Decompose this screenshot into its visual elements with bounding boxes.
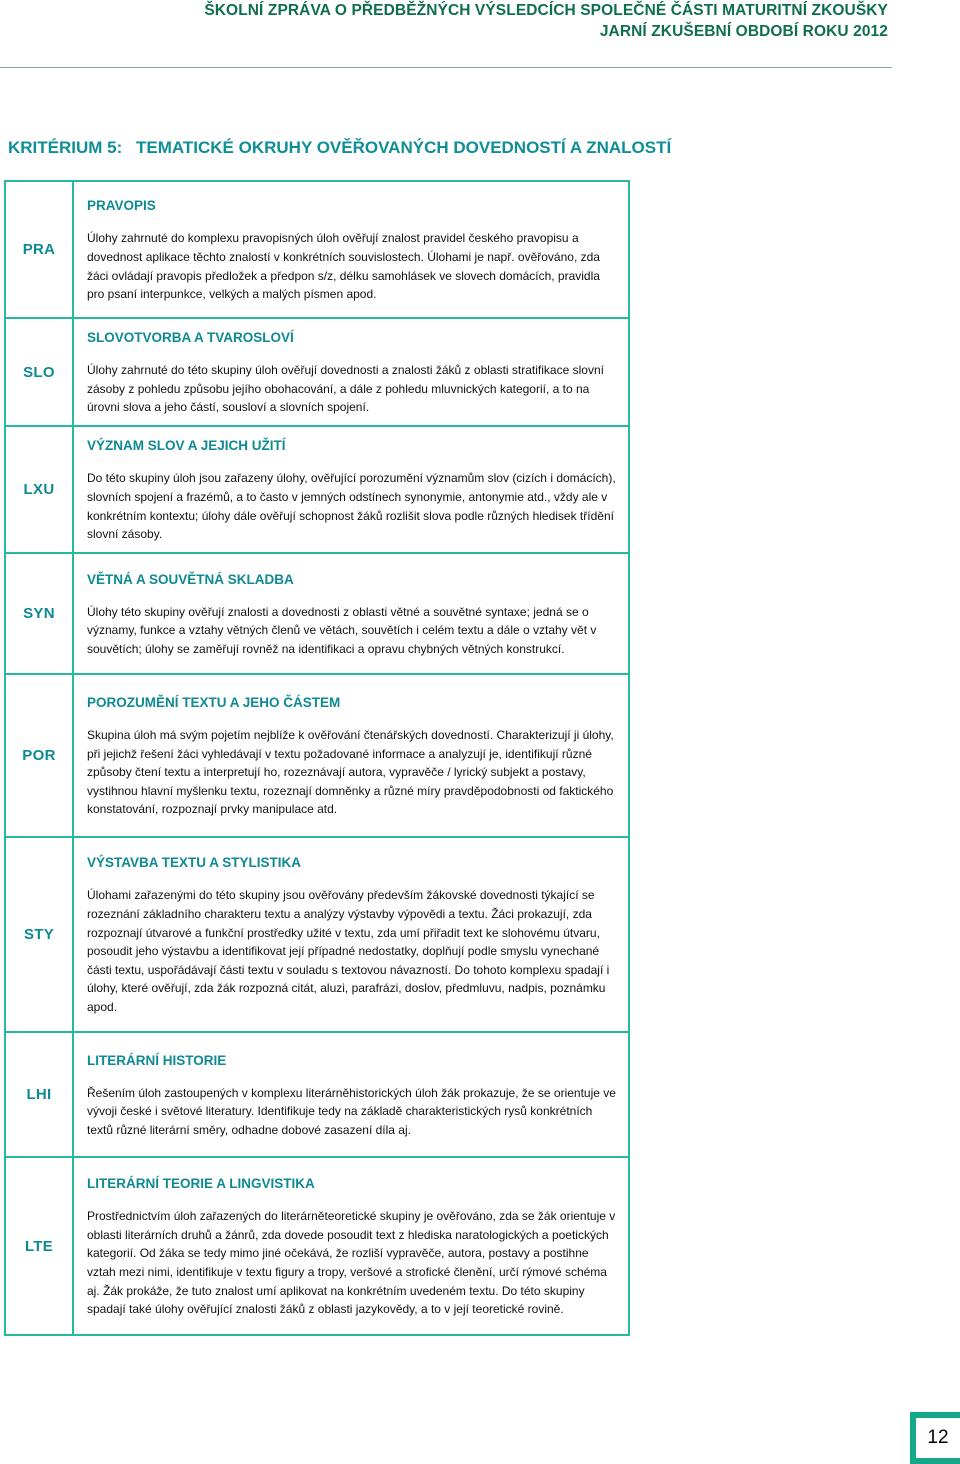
section-body: Skupina úloh má svým pojetím nejblíže k ověřování čtenářských dovedností. Charakterizují ji úlohy, při jejichž řešení žáci vyhledávají v textu požadované informace a analyzují je, identifikují různé způsoby čtení textu a interpretují ho, rozeznávají autora, vypravěče / lyrický subjekt a postavy, vystihnou hlavní myšlenku textu, rozeznají domněnky a různé míry pravděpodobnosti od faktického konstatování, rozpoznají prvky manipulace atd.	[87, 728, 614, 817]
table-row	[5, 674, 629, 837]
section-title: LITERÁRNÍ HISTORIE	[87, 1052, 227, 1068]
section-title: VÝZNAM SLOV A JEJICH UŽITÍ	[87, 438, 286, 454]
table-row	[5, 553, 629, 674]
table-row	[5, 837, 629, 1032]
section-body: Úlohy této skupiny ověřují znalosti a dovednosti z oblasti větné a souvětné syntaxe; jedná se o významy, funkce a vztahy větných členů ve větách, souvětích i celém textu a dále o vztahy vět v souvětích; úlohy se zaměřují rovněž na identifikaci a opravu chybných větných konstrukcí.	[87, 604, 597, 656]
section-code: STY	[5, 837, 73, 1032]
section-body: Úlohy zahrnuté do této skupiny úloh ověřují dovednosti a znalosti žáků z oblasti stratifikace slovní zásoby z pohledu způsobu jejího obohacování, a dále z pohledu mluvnických kategorií, a to na úrovni slova a jeho částí, sousloví a slovních spojení.	[87, 363, 604, 415]
section-body: Úlohami zařazenými do této skupiny jsou ověřovány především žákovské dovednosti týkající se rozeznání základního charakteru textu a analýzy výstavby výpovědi a textu. Žáci prokazují, zda rozpoznají útvarové a funkční prostředky užité v textu, zda umí přiřadit text ke slohovému útvaru, posoudit jeho výstavbu a identifikovat její případné nedostatky, doplňují podle smyslu vynechané části textu, uspořádávají části textu v souladu s textovou návazností. Do tohoto komplexu spadají i úlohy, které ověřují, zda žák rozpozná citát, aluzi, parafrázi, doslov, předmluvu, nadpis, poznámku apod.	[87, 888, 610, 1014]
section-code: PRA	[5, 181, 73, 318]
section-code: SYN	[5, 553, 73, 674]
criterion-title: TEMATICKÉ OKRUHY OVĚŘOVANÝCH DOVEDNOSTÍ A ZNALOSTÍ	[136, 138, 672, 157]
section-code: LTE	[5, 1157, 73, 1335]
section-title: POROZUMĚNÍ TEXTU A JEHO ČÁSTEM	[87, 695, 341, 711]
table-row	[5, 318, 629, 426]
table-row	[5, 181, 629, 318]
section-body: Úlohy zahrnuté do komplexu pravopisných úloh ověřují znalost pravidel českého pravopisu a dovednost aplikace těchto znalostí v konkrétních souvislostech. Úlohami je např. ověřováno, zda žáci ovládají pravopis předložek a předpon s/z, délku samohlásek ve slovech domácích, pravidla pro psaní interpunkce, velkých a malých písmen apod.	[87, 231, 600, 302]
section-content	[73, 1157, 629, 1335]
section-code: LHI	[5, 1032, 73, 1157]
section-content	[73, 1032, 629, 1157]
section-code: SLO	[5, 318, 73, 426]
section-content	[73, 426, 629, 553]
section-title: VĚTNÁ A SOUVĚTNÁ SKLADBA	[87, 571, 294, 587]
section-body: Řešením úloh zastoupených v komplexu literárněhistorických úloh žák prokazuje, že se orientuje ve vývoji české i světové literatury. Identifikuje tedy na základě charakteristických rysů konkrétních textů různé literární směry, odhadne dobové zasazení díla aj.	[87, 1085, 616, 1137]
section-body: Do této skupiny úloh jsou zařazeny úlohy, ověřující porozumění významům slov (cizích i domácích), slovních spojení a frazémů, a to často v jemných odstínech synonymie, antonymie atd., vždy ale v konkrétním kontextu; úlohy dále ověřují schopnost žáků rozlišit slova podle různých hledisek třídění slovní zásoby.	[87, 471, 616, 542]
section-body: Prostřednictvím úloh zařazených do literárněteoretické skupiny je ověřováno, zda se žák orientuje v oblasti literárních druhů a žánrů, zda dovede posoudit text z hlediska naratologických a poetických kategorií. Od žáka se tedy mimo jiné očekává, že rozliší vypravěče, autora, postavy a postihne vztah mezi nimi, identifikuje v textu figury a tropy, veršové a strofické členění, určí rýmové schéma aj. Žák prokáže, že tuto znalost umí aplikovat na konkrétním uvedeném textu. Do této skupiny spadají také úlohy ověřující znalosti žáků z oblasti jazykovědy, a to v její teoretické rovině.	[87, 1209, 616, 1317]
page-number: 12	[916, 1418, 960, 1458]
table-row	[5, 1157, 629, 1335]
section-content	[73, 674, 629, 837]
section-title: PRAVOPIS	[87, 198, 156, 214]
section-content	[73, 837, 629, 1032]
section-title: VÝSTAVBA TEXTU A STYLISTIKA	[87, 855, 302, 871]
report-title: ŠKOLNÍ ZPRÁVA O PŘEDBĚŽNÝCH VÝSLEDCÍCH SPOLEČNÉ ČÁSTI MATURITNÍ ZKOUŠKY	[204, 2, 888, 19]
section-code: POR	[5, 674, 73, 837]
header-divider	[0, 67, 892, 68]
criterion-heading	[8, 138, 940, 158]
section-code: LXU	[5, 426, 73, 553]
section-content	[73, 553, 629, 674]
table-row	[5, 1032, 629, 1157]
section-title: LITERÁRNÍ TEORIE A LINGVISTIKA	[87, 1176, 315, 1192]
topics-table	[4, 180, 630, 1336]
section-content	[73, 318, 629, 426]
section-title: SLOVOTVORBA A TVAROSLOVÍ	[87, 330, 294, 346]
table-row	[5, 426, 629, 553]
section-content	[73, 181, 629, 318]
page-number-box	[910, 1412, 960, 1464]
page-header	[204, 0, 888, 42]
report-period: JARNÍ ZKUŠEBNÍ OBDOBÍ ROKU 2012	[599, 23, 888, 40]
criterion-label: KRITÉRIUM 5:	[8, 138, 123, 157]
